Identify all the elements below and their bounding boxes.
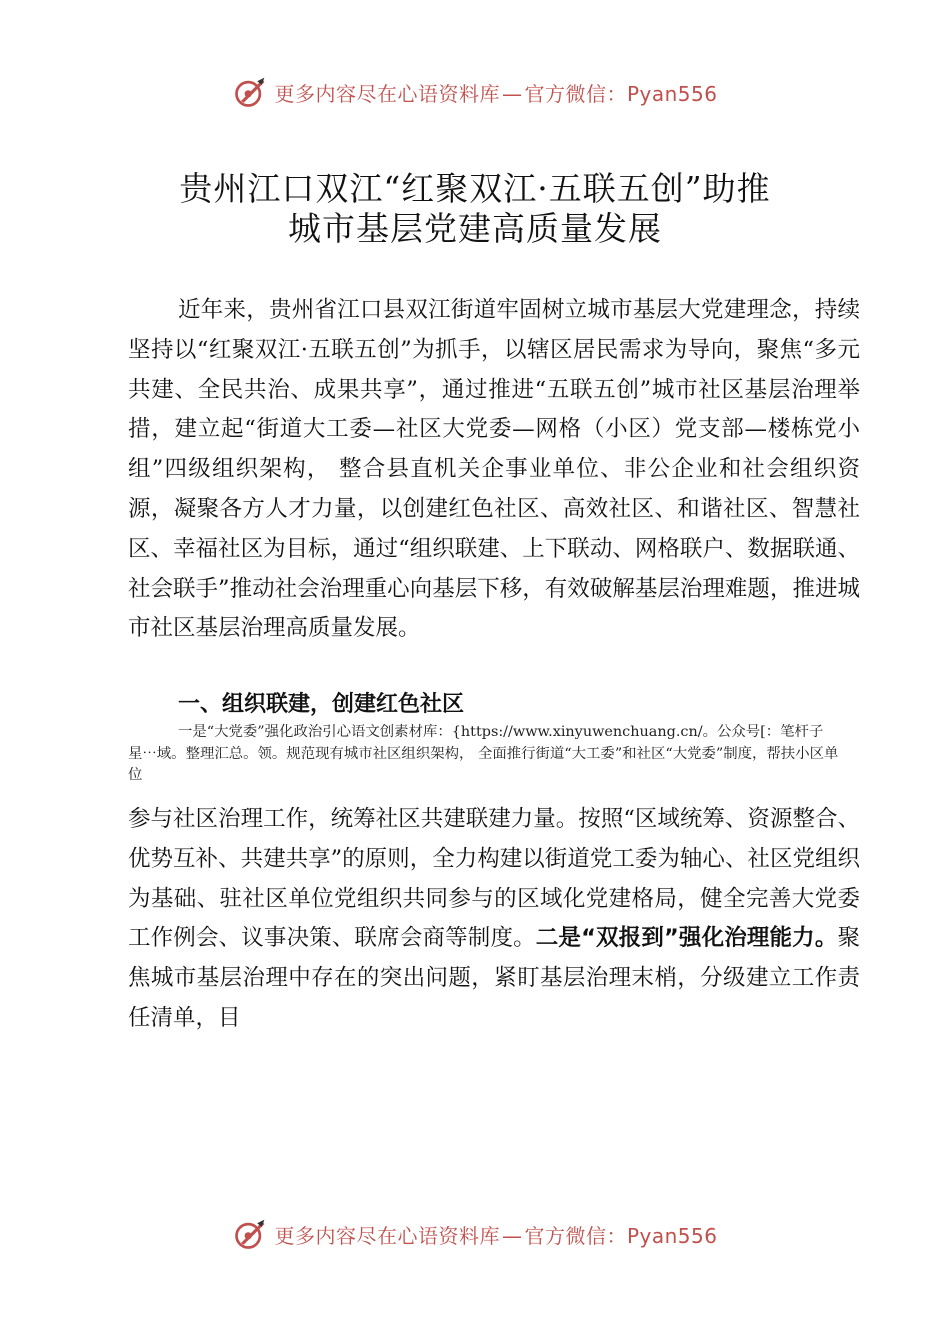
- watermark-banner-top: [0, 70, 950, 114]
- section-heading: 一、组织联建，创建红色社区: [178, 692, 465, 717]
- page-title-line-1: 贵州江口双江“红聚双江·五联五创”助推: [179, 169, 771, 208]
- quill-logo-icon: [232, 74, 268, 110]
- intro-paragraph: 近年来，贵州省江口县双江街道牢固树立城市基层大党建理念，持续坚持以“红聚双江·五联五创”为抓手，以辖区居民需求为导向，聚焦“多元共建、全民共治、成果共享”，通过推进“五联五创”城市社区基层治理举措，建立起“街道大工委—社区大党委—网格（小区）党支部—楼栋党小组”四级组织架构， 整合县直机关企事业单位、非公企业和社会组织资源，凝聚各方人才力量，以创建红色社区、高效社区、和谐社区、智慧社区、幸福社区为目标，通过“组织联建、上下联动、网格联户、数据联通、社会联手”推动社会治理重心向基层下移，有效破解基层治理难题，推进城市社区基层治理高质量发展。: [128, 297, 860, 642]
- watermark-banner-bottom: [0, 1212, 950, 1256]
- small-note: 一是“大党委”强化政治引心语文创素材库：{https://www.xinyuwenchuang.cn/。公众号[：笔杆子星⋯域。整理汇总。领。规范现有城市社区组织架构， 全面推行街道“大工委”和社区“大党委”制度，帮扶小区单位: [128, 724, 839, 783]
- watermark-text: 更多内容尽在心语资料库 — 官方微信：Pyan556: [274, 81, 718, 106]
- page-title-line-2: 城市基层党建高质量发展: [288, 209, 662, 248]
- quill-logo-icon: [232, 1216, 268, 1252]
- watermark-text: 更多内容尽在心语资料库 — 官方微信：Pyan556: [274, 1223, 718, 1248]
- bold-phrase: 二是“双报到”强化治理能力。: [535, 925, 838, 952]
- section-paragraph: 参与社区治理工作，统筹社区共建联建力量。按照“区域统筹、资源整合、优势互补、共建共享”的原则，全力构建以街道党工委为轴心、社区党组织为基础、驻社区单位党组织共同参与的区域化党建格局，健全完善大党委工作例会、议事决策、联席会商等制度。二是“双报到”强化治理能力。聚焦城市基层治理中存在的突出问题，紧盯基层治理末梢，分级建立工作责任清单，目: [128, 806, 860, 1031]
